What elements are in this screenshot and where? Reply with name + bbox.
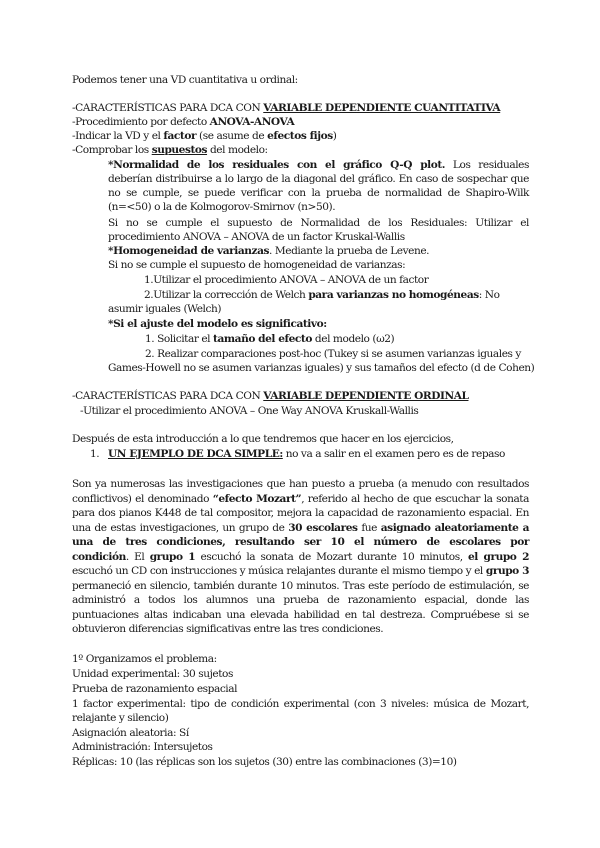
cuanti-vd-factor: -Indicar la VD y el factor (se asume de efectos fijos) [72,130,337,142]
problem-line-5: una de tres condiciones, resultando ser 10 el número de escolares por [72,536,529,548]
problem-line-10: puntuaciones altas indicaban una elevada habilidad en tal destreza. Compruébese si se [72,609,529,621]
organize-asignacion: Asignación aleatoria: Sí [72,727,189,739]
problem-line-3: para dos pianos K448 de tal compositor, mejora la capacidad de razonamiento espacial. En [72,507,529,519]
normalidad-line-6: procedimiento ANOVA – ANOVA de un factor Kruskal-Wallis [108,231,405,243]
problem-line-8: permaneció en silencio, también durante 10 minutos. Tras este período de estimulación, se [72,580,529,592]
intro-line: Podemos tener una VD cuantitativa u ordinal: [72,74,298,86]
homogeneidad-line-2: Si no se cumple el supuesto de homogeneidad de varianzas: [108,259,406,271]
homogeneidad-option-1: 1.Utilizar el procedimiento ANOVA – ANOVA de un factor [144,274,429,286]
problem-line-7: escuchó un CD con instrucciones y música relajantes durante el mismo tiempo y el grupo 3 [72,565,529,577]
ajuste-step-1: 1. Solicitar el tamaño del efecto del modelo (ω2) [145,333,395,345]
transition-line: Después de esta introducción a lo que tendremos que hacer en los ejercicios, [72,433,454,445]
ordinal-procedure: -Utilizar el procedimiento ANOVA – One Way ANOVA Kruskall-Wallis [80,405,419,417]
normalidad-line-3: no se cumple, se puede verificar con la prueba de normalidad de Shapiro-Wilk [108,187,529,199]
problem-line-9: administró a todos los alumnos una prueba de razonamiento espacial, donde las [72,594,529,606]
organize-administracion: Administración: Intersujetos [72,741,213,753]
normalidad-line-4: (n=<50) o la de Kolmogorov-Smirnov (n>50). [108,201,336,213]
normalidad-title-line: *Normalidad de los residuales con el gráfico Q-Q plot. Los residuales [108,159,529,171]
problem-line-11: obtuvieron diferencias significativas entre las tres condiciones. [72,623,384,635]
normalidad-line-5: Si no se cumple el supuesto de Normalidad de los Residuales: Utilizar el [108,217,529,229]
homogeneidad-option-2-cont: asumir iguales (Welch) [108,303,222,315]
list-item-number: 1. [90,448,100,460]
list-item-example: UN EJEMPLO DE DCA SIMPLE: no va a salir en el examen pero es de repaso [108,448,505,460]
ordinal-heading: -CARACTERÍSTICAS PARA DCA CON VARIABLE DEPENDIENTE ORDINAL [72,390,469,402]
organize-unidad: Unidad experimental: 30 sujetos [72,668,233,680]
ajuste-title: *Si el ajuste del modelo es significativo: [108,318,327,330]
problem-line-6: condición. El grupo 1 escuchó la sonata de Mozart durante 10 minutos, el grupo 2 [72,551,529,563]
organize-factor-line-1: 1 factor experimental: tipo de condición experimental (con 3 niveles: música de Mozart, [72,698,529,710]
homogeneidad-option-2: 2.Utilizar la corrección de Welch para varianzas no homogéneas: No [144,289,500,301]
organize-factor-line-2: relajante y silencio) [72,712,169,724]
problem-line-1: Son ya numerosas las investigaciones que han puesto a prueba (a menudo con resultados [72,478,529,490]
problem-line-4: una de estas investigaciones, un grupo de 30 escolares fue asignado aleatoriamente a [72,522,529,534]
normalidad-line-2: deberían distribuirse a lo largo de la diagonal del gráfico. En caso de sospechar que [108,173,529,185]
organize-prueba: Prueba de razonamiento espacial [72,683,238,695]
problem-line-2: conflictivos) el denominado “efecto Mozart”, referido al hecho de que escuchar la sonata [72,493,529,505]
organize-replicas: Réplicas: 10 (las réplicas son los sujetos (30) entre las combinaciones (3)=10) [72,756,457,768]
organize-step: 1º Organizamos el problema: [72,653,217,665]
ajuste-step-2: 2. Realizar comparaciones post-hoc (Tukey si se asumen varianzas iguales y [145,348,521,360]
cuanti-supuestos: -Comprobar los supuestos del modelo: [72,144,268,156]
cuanti-procedure: -Procedimiento por defecto ANOVA-ANOVA [72,116,295,128]
ajuste-step-2-cont: Games-Howell no se asumen varianzas iguales) y sus tamaños del efecto (d de Cohen) [108,362,535,374]
cuanti-heading: -CARACTERÍSTICAS PARA DCA CON VARIABLE DEPENDIENTE CUANTITATIVA [72,102,501,114]
homogeneidad-title-line: *Homogeneidad de varianzas. Mediante la prueba de Levene. [108,245,430,257]
